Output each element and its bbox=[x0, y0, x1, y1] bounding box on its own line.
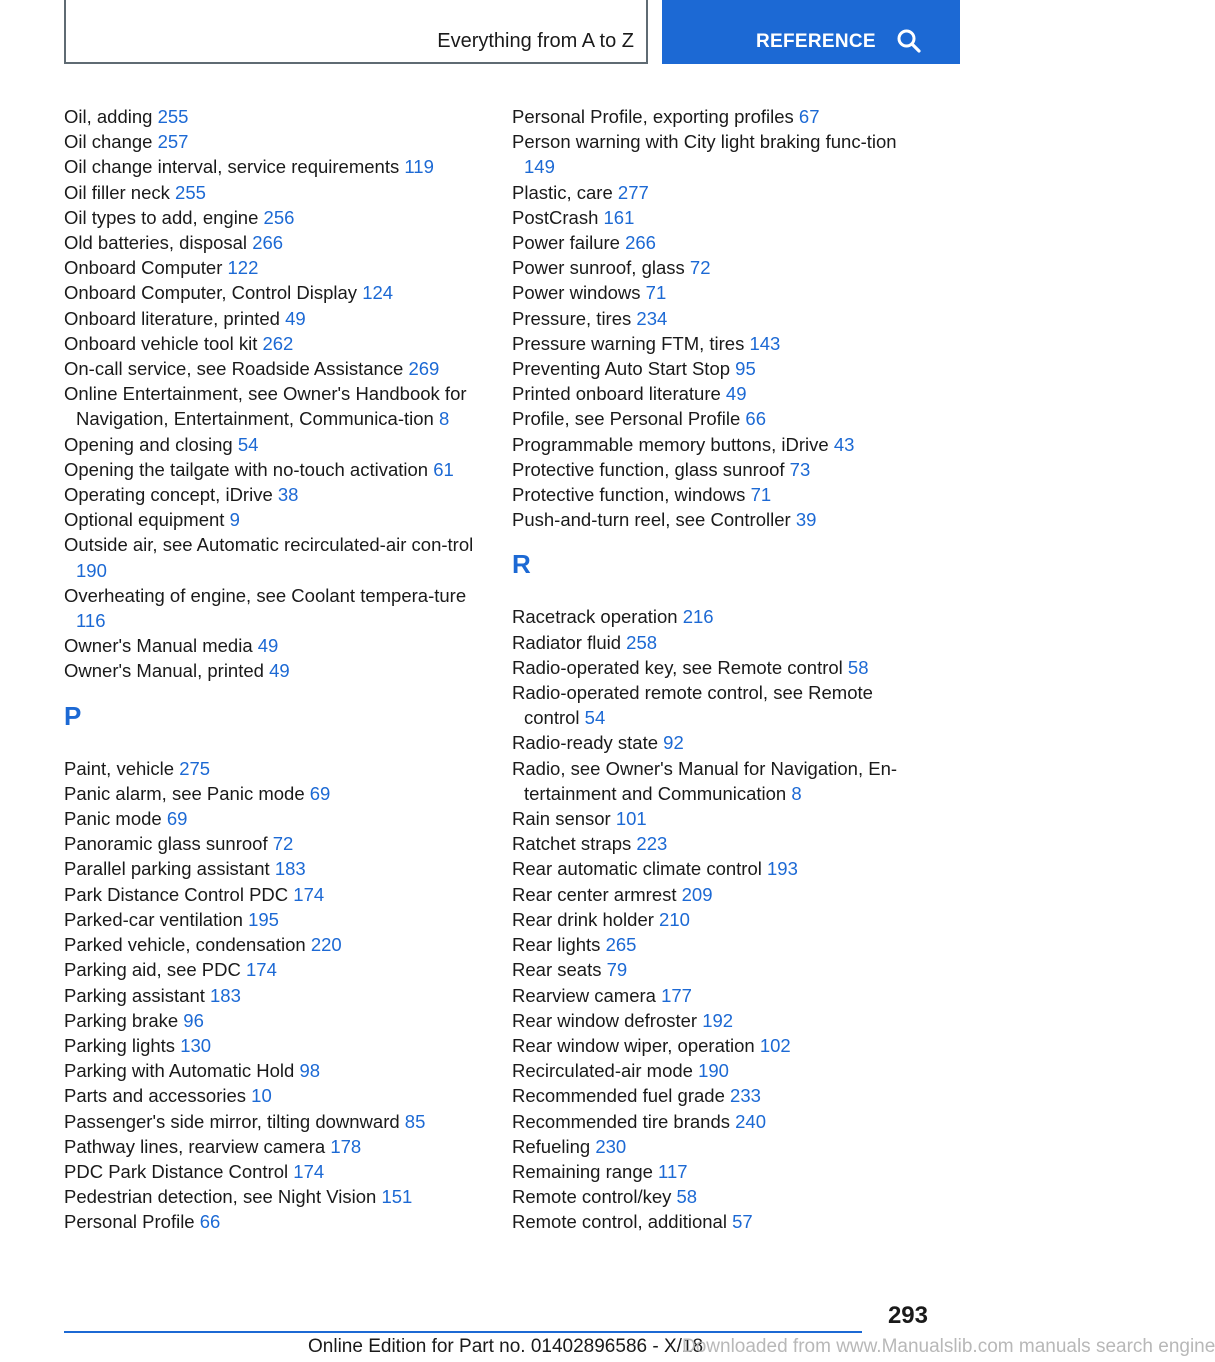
page-link[interactable]: 43 bbox=[833, 433, 855, 455]
index-entry bbox=[64, 806, 484, 831]
page-link[interactable]: 67 bbox=[798, 106, 820, 127]
page-link[interactable]: 151 bbox=[381, 1186, 413, 1208]
search-icon[interactable] bbox=[896, 28, 922, 54]
index-entry bbox=[64, 1008, 484, 1033]
index-entry bbox=[64, 457, 484, 482]
index-entry bbox=[64, 831, 484, 856]
page-link[interactable]: 183 bbox=[210, 984, 241, 1006]
page-link[interactable]: 61 bbox=[433, 458, 454, 480]
page-link[interactable]: 66 bbox=[199, 1211, 221, 1233]
entry-term: Pressure, tires bbox=[512, 307, 632, 329]
entry-term: Opening the tailgate with no-touch activation bbox=[64, 458, 429, 480]
page-link[interactable]: 233 bbox=[730, 1085, 761, 1107]
entry-term: Opening and closing bbox=[64, 433, 233, 455]
page-link[interactable]: 266 bbox=[625, 232, 656, 254]
index-entry bbox=[64, 1159, 484, 1184]
entry-term: Oil change bbox=[64, 131, 153, 153]
entry-list-o bbox=[64, 104, 484, 684]
index-entry bbox=[512, 482, 932, 507]
index-entry bbox=[64, 1083, 484, 1108]
entry-term: Oil change interval, service requirements bbox=[64, 156, 400, 178]
index-entry bbox=[512, 432, 932, 457]
page-link[interactable]: 183 bbox=[274, 858, 306, 880]
index-entry bbox=[512, 306, 932, 331]
page-link[interactable]: 262 bbox=[262, 332, 294, 354]
index-entry bbox=[64, 306, 484, 331]
page-link[interactable]: 58 bbox=[676, 1186, 698, 1208]
entry-term: Rain sensor bbox=[512, 808, 611, 830]
entry-term: Remote control/key bbox=[512, 1186, 672, 1208]
page-link[interactable]: 58 bbox=[847, 656, 869, 678]
entry-term: Online Entertainment, see Owner's Handbook for Navigation, Entertainment, Communica‐tion bbox=[64, 383, 467, 430]
entry-term: Onboard literature, printed bbox=[64, 307, 280, 329]
index-entry bbox=[512, 680, 932, 730]
page-link[interactable]: 149 bbox=[524, 156, 555, 178]
entry-term: Pedestrian detection, see Night Vision bbox=[64, 1186, 377, 1208]
index-entry bbox=[64, 1058, 484, 1083]
entry-term: Parking lights bbox=[64, 1034, 176, 1056]
index-entry bbox=[64, 154, 484, 179]
entry-term: Power failure bbox=[512, 232, 620, 254]
entry-term: Operating concept, iDrive bbox=[64, 484, 273, 506]
entry-term: Preventing Auto Start Stop bbox=[512, 358, 731, 380]
page-link[interactable]: 49 bbox=[285, 307, 306, 329]
page-link[interactable]: 230 bbox=[595, 1135, 627, 1157]
entry-term: Rear center armrest bbox=[512, 883, 677, 905]
entry-term: Parts and accessories bbox=[64, 1085, 247, 1107]
page-link[interactable]: 174 bbox=[246, 959, 277, 981]
index-entry bbox=[512, 983, 932, 1008]
page-link[interactable]: 255 bbox=[175, 181, 206, 203]
reference-tab[interactable] bbox=[662, 0, 960, 64]
index-entry bbox=[512, 907, 932, 932]
page-link[interactable]: 39 bbox=[795, 509, 817, 531]
entry-term: PostCrash bbox=[512, 206, 599, 228]
entry-term: Protective function, glass sunroof bbox=[512, 458, 785, 480]
entry-term: Owner's Manual media bbox=[64, 635, 253, 657]
page-link[interactable]: 9 bbox=[229, 509, 240, 531]
index-entry bbox=[512, 104, 932, 129]
page-link[interactable]: 193 bbox=[767, 858, 798, 880]
page-link[interactable]: 195 bbox=[248, 908, 279, 930]
page-link[interactable]: 92 bbox=[663, 732, 684, 754]
page-link[interactable]: 10 bbox=[251, 1085, 272, 1107]
entry-term: Panoramic glass sunroof bbox=[64, 833, 268, 855]
page-link[interactable]: 49 bbox=[269, 660, 290, 682]
entry-term: Paint, vehicle bbox=[64, 757, 175, 779]
page-link[interactable]: 255 bbox=[157, 106, 189, 127]
chapter-title: Everything from A to Z bbox=[437, 30, 634, 52]
page-link[interactable]: 178 bbox=[330, 1135, 362, 1157]
index-entry bbox=[512, 655, 932, 680]
page-link[interactable]: 190 bbox=[76, 559, 107, 581]
entry-term: Parking with Automatic Hold bbox=[64, 1060, 295, 1082]
entry-term: Overheating of engine, see Coolant tempera‐ture bbox=[64, 584, 467, 606]
index-entry bbox=[512, 406, 932, 431]
entry-term: Printed onboard literature bbox=[512, 383, 721, 405]
entry-term: Push-and-turn reel, see Controller bbox=[512, 509, 791, 531]
entry-term: Radio, see Owner's Manual for Navigation, En‐tertainment and Communication bbox=[512, 757, 898, 804]
entry-term: Parking brake bbox=[64, 1009, 179, 1031]
index-entry bbox=[512, 831, 932, 856]
entry-term: Refueling bbox=[512, 1135, 591, 1157]
page-link[interactable]: 265 bbox=[605, 934, 637, 956]
page-link[interactable]: 266 bbox=[252, 232, 284, 254]
entry-term: Protective function, windows bbox=[512, 484, 746, 506]
entry-term: Optional equipment bbox=[64, 509, 225, 531]
page-link[interactable]: 216 bbox=[682, 606, 714, 628]
entry-term: Panic mode bbox=[64, 808, 162, 830]
index-entry bbox=[64, 856, 484, 881]
page-link[interactable]: 117 bbox=[658, 1160, 688, 1182]
index-entry bbox=[512, 381, 932, 406]
page-number: 293 bbox=[887, 1302, 928, 1329]
index-entry bbox=[64, 957, 484, 982]
index-entry bbox=[64, 781, 484, 806]
index-entry bbox=[64, 230, 484, 255]
section-letter-p: P bbox=[64, 700, 82, 731]
entry-term: PDC Park Distance Control bbox=[64, 1160, 289, 1182]
index-entry bbox=[64, 381, 484, 431]
page-link[interactable]: 177 bbox=[661, 984, 692, 1006]
page-link[interactable]: 161 bbox=[603, 206, 635, 228]
page-link[interactable]: 124 bbox=[362, 282, 394, 304]
page-link[interactable]: 210 bbox=[659, 908, 690, 930]
page-link[interactable]: 192 bbox=[702, 1009, 734, 1031]
entry-term: Person warning with City light braking func‐tion bbox=[512, 131, 897, 153]
page-link[interactable]: 73 bbox=[789, 458, 811, 480]
entry-term: Onboard Computer bbox=[64, 257, 223, 279]
index-entry bbox=[512, 604, 932, 629]
index-entry bbox=[64, 432, 484, 457]
section-letter-r: R bbox=[512, 549, 531, 580]
page-link[interactable]: 116 bbox=[76, 610, 106, 632]
page-link[interactable]: 223 bbox=[636, 833, 668, 855]
index-entry bbox=[512, 1033, 932, 1058]
entry-term: Rear lights bbox=[512, 934, 601, 956]
index-entry bbox=[512, 331, 932, 356]
entry-term: Parallel parking assistant bbox=[64, 858, 270, 880]
index-entry bbox=[512, 957, 932, 982]
index-entry bbox=[64, 356, 484, 381]
entry-term: Ratchet straps bbox=[512, 833, 632, 855]
entry-term: Parking assistant bbox=[64, 984, 205, 1006]
page-link[interactable]: 85 bbox=[404, 1110, 426, 1132]
entry-term: Panic alarm, see Panic mode bbox=[64, 782, 305, 804]
entry-term: Recirculated-air mode bbox=[512, 1060, 693, 1082]
index-entry bbox=[64, 532, 484, 582]
page-link[interactable]: 72 bbox=[689, 257, 711, 279]
entry-term: Programmable memory buttons, iDrive bbox=[512, 433, 829, 455]
entry-term: Parked vehicle, condensation bbox=[64, 934, 306, 956]
page-link[interactable]: 71 bbox=[645, 282, 667, 304]
watermark: Downloaded from www.Manualslib.com manuals search engine bbox=[682, 1336, 1215, 1357]
index-entry bbox=[64, 507, 484, 532]
entry-term: Remaining range bbox=[512, 1160, 653, 1182]
page-link[interactable]: 257 bbox=[157, 131, 189, 153]
index-entry bbox=[64, 255, 484, 280]
index-entry bbox=[512, 1209, 932, 1234]
entry-list-r bbox=[512, 604, 932, 1234]
index-column-right bbox=[512, 104, 932, 1235]
entry-term: Parking aid, see PDC bbox=[64, 959, 241, 981]
entry-term: Rear drink holder bbox=[512, 908, 654, 930]
entry-term: Rearview camera bbox=[512, 984, 656, 1006]
index-entry bbox=[512, 1058, 932, 1083]
index-entry bbox=[64, 633, 484, 658]
page-link[interactable]: 240 bbox=[735, 1110, 767, 1132]
index-entry bbox=[512, 806, 932, 831]
header-title-box bbox=[64, 0, 648, 64]
index-entry bbox=[512, 630, 932, 655]
index-entry bbox=[64, 1184, 484, 1209]
index-entry bbox=[64, 1134, 484, 1159]
page-link[interactable]: 130 bbox=[180, 1034, 212, 1056]
entry-term: Profile, see Personal Profile bbox=[512, 408, 741, 430]
index-entry bbox=[512, 180, 932, 205]
page-link[interactable]: 209 bbox=[681, 883, 713, 905]
entry-term: Radio-ready state bbox=[512, 732, 659, 754]
index-entry bbox=[512, 255, 932, 280]
entry-term: Owner's Manual, printed bbox=[64, 660, 264, 682]
entry-term: Remote control, additional bbox=[512, 1211, 727, 1233]
index-entry bbox=[64, 907, 484, 932]
page-link[interactable]: 71 bbox=[750, 484, 772, 506]
page-link[interactable]: 66 bbox=[745, 408, 766, 430]
page-link[interactable]: 174 bbox=[293, 883, 325, 905]
entry-term: Oil types to add, engine bbox=[64, 206, 259, 228]
page-link[interactable]: 98 bbox=[299, 1060, 321, 1082]
entry-term: Radiator fluid bbox=[512, 631, 622, 653]
page-link[interactable]: 101 bbox=[615, 808, 647, 830]
reference-tab-label: REFERENCE bbox=[756, 31, 876, 52]
page-link[interactable]: 258 bbox=[626, 631, 658, 653]
index-entry bbox=[512, 280, 932, 305]
page-link[interactable]: 102 bbox=[759, 1034, 791, 1056]
index-entry bbox=[64, 1109, 484, 1134]
index-entry bbox=[64, 756, 484, 781]
index-entry bbox=[512, 856, 932, 881]
index-column-left bbox=[64, 104, 484, 1235]
index-entry bbox=[512, 1184, 932, 1209]
page-link[interactable]: 69 bbox=[166, 808, 188, 830]
page-link[interactable]: 234 bbox=[636, 307, 668, 329]
entry-term: Rear window wiper, operation bbox=[512, 1034, 755, 1056]
entry-term: Recommended fuel grade bbox=[512, 1085, 725, 1107]
entry-term: Personal Profile bbox=[64, 1211, 195, 1233]
page-link[interactable]: 38 bbox=[277, 484, 299, 506]
entry-term: Personal Profile, exporting profiles bbox=[512, 106, 794, 127]
index-entry bbox=[512, 129, 932, 179]
page-link[interactable]: 96 bbox=[183, 1009, 204, 1031]
index-entry bbox=[512, 356, 932, 381]
page-link[interactable]: 8 bbox=[438, 408, 450, 430]
page-link[interactable]: 269 bbox=[408, 358, 440, 380]
edition-text: Online Edition for Part no. 01402896586 - X/18 bbox=[308, 1336, 704, 1357]
page-link[interactable]: 122 bbox=[227, 257, 259, 279]
entry-term: Onboard Computer, Control Display bbox=[64, 282, 358, 304]
index-entry bbox=[64, 658, 484, 683]
page-link[interactable]: 275 bbox=[179, 757, 211, 779]
entry-term: Rear window defroster bbox=[512, 1009, 698, 1031]
index-entry bbox=[64, 583, 484, 633]
entry-term: Old batteries, disposal bbox=[64, 232, 248, 254]
footer-rule bbox=[64, 1331, 862, 1333]
page-link[interactable]: 119 bbox=[404, 156, 434, 178]
index-entry bbox=[512, 507, 932, 532]
page-link[interactable]: 8 bbox=[791, 782, 802, 804]
page-link[interactable]: 143 bbox=[749, 332, 781, 354]
entry-term: Passenger's side mirror, tilting downward bbox=[64, 1110, 400, 1132]
index-entry bbox=[512, 932, 932, 957]
page-link[interactable]: 49 bbox=[257, 635, 279, 657]
entry-term: Outside air, see Automatic recirculated-air con‐trol bbox=[64, 534, 474, 556]
entry-term: Rear seats bbox=[512, 959, 602, 981]
page-link[interactable]: 256 bbox=[263, 206, 295, 228]
index-entry bbox=[512, 1008, 932, 1033]
index-entry bbox=[512, 730, 932, 755]
page-link[interactable]: 79 bbox=[606, 959, 628, 981]
index-entry bbox=[64, 1033, 484, 1058]
entry-list-p bbox=[64, 756, 484, 1235]
page-link[interactable]: 220 bbox=[310, 934, 342, 956]
index-entry bbox=[512, 882, 932, 907]
entry-list-p-continued bbox=[512, 104, 932, 532]
page-link[interactable]: 49 bbox=[725, 383, 747, 405]
entry-term: Power sunroof, glass bbox=[512, 257, 685, 279]
page-link[interactable]: 277 bbox=[617, 181, 649, 203]
page-link[interactable]: 190 bbox=[698, 1060, 729, 1082]
index-entry bbox=[64, 1209, 484, 1234]
entry-term: Radio-operated key, see Remote control bbox=[512, 656, 843, 678]
index-entry bbox=[64, 932, 484, 957]
page-link[interactable]: 54 bbox=[237, 433, 259, 455]
index-entry bbox=[512, 230, 932, 255]
entry-term: Oil, adding bbox=[64, 106, 153, 127]
page-link[interactable]: 72 bbox=[272, 833, 294, 855]
index-entry bbox=[64, 280, 484, 305]
index-entry bbox=[64, 205, 484, 230]
entry-term: Recommended tire brands bbox=[512, 1110, 730, 1132]
page-link[interactable]: 174 bbox=[293, 1160, 325, 1182]
entry-term: Rear automatic climate control bbox=[512, 858, 762, 880]
index-entry bbox=[64, 983, 484, 1008]
index-entry bbox=[512, 1083, 932, 1108]
index-entry bbox=[64, 180, 484, 205]
index-entry bbox=[64, 104, 484, 129]
index-entry bbox=[512, 205, 932, 230]
index-entry bbox=[512, 1159, 932, 1184]
index-entry bbox=[64, 129, 484, 154]
entry-term: Radio-operated remote control, see Remote control bbox=[512, 682, 873, 729]
page-link[interactable]: 95 bbox=[735, 358, 756, 380]
page-link[interactable]: 57 bbox=[732, 1211, 753, 1233]
entry-term: Parked-car ventilation bbox=[64, 908, 243, 930]
entry-term: Pathway lines, rearview camera bbox=[64, 1135, 326, 1157]
entry-term: Onboard vehicle tool kit bbox=[64, 332, 258, 354]
page-link[interactable]: 54 bbox=[584, 707, 606, 729]
index-entry bbox=[512, 756, 932, 806]
entry-term: Oil filler neck bbox=[64, 181, 170, 203]
page-link[interactable]: 69 bbox=[309, 782, 331, 804]
entry-term: Plastic, care bbox=[512, 181, 613, 203]
entry-term: Pressure warning FTM, tires bbox=[512, 332, 745, 354]
index-entry bbox=[64, 482, 484, 507]
entry-term: Park Distance Control PDC bbox=[64, 883, 289, 905]
index-entry bbox=[512, 1134, 932, 1159]
index-entry bbox=[512, 1109, 932, 1134]
index-entry bbox=[64, 882, 484, 907]
index-entry bbox=[64, 331, 484, 356]
index-entry bbox=[512, 457, 932, 482]
entry-term: Racetrack operation bbox=[512, 606, 678, 628]
entry-term: Power windows bbox=[512, 282, 641, 304]
entry-term: On-call service, see Roadside Assistance bbox=[64, 358, 404, 380]
